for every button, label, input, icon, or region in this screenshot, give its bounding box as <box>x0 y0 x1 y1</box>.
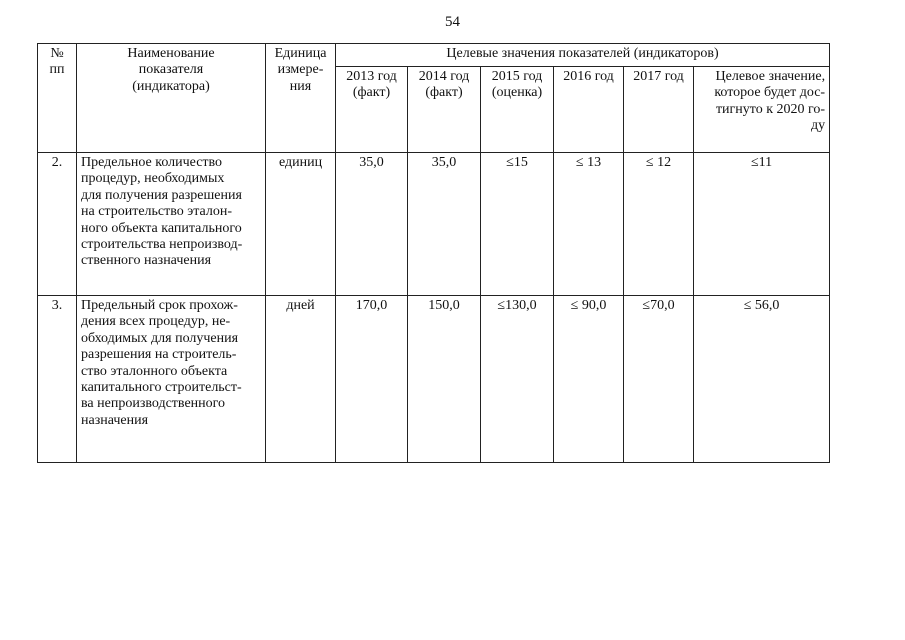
header-year-2016: 2016 год <box>554 67 624 153</box>
value-2013: 35,0 <box>336 153 408 296</box>
header-unit: Единица измере- ния <box>266 44 336 153</box>
value-2014: 35,0 <box>408 153 481 296</box>
header-year-2015: 2015 год (оценка) <box>481 67 554 153</box>
header-year-2013: 2013 год (факт) <box>336 67 408 153</box>
header-row-1 <box>38 44 830 67</box>
header-target-2020: Целевое значение, которое будет дос- тигнуто к 2020 го- ду <box>694 67 830 153</box>
value-2013: 170,0 <box>336 296 408 463</box>
indicator-name: Предельный срок прохож- дения всех процедур, не- обходимых для получения разрешения на строитель- ство эталонного объекта капитального строительст- ва непроизводственного назначения <box>77 296 266 463</box>
row-number: 2. <box>38 153 77 296</box>
header-year-2017: 2017 год <box>624 67 694 153</box>
value-2017: ≤ 12 <box>624 153 694 296</box>
unit-cell: единиц <box>266 153 336 296</box>
row-number: 3. <box>38 296 77 463</box>
indicator-name: Предельное количество процедур, необходимых для получения разрешения на строительство эталон- ного объекта капитального строительства непроизвод- ственного назначения <box>77 153 266 296</box>
value-target-2020: ≤ 56,0 <box>694 296 830 463</box>
header-name: Наименование показателя (индикатора) <box>77 44 266 153</box>
value-target-2020: ≤11 <box>694 153 830 296</box>
header-year-2014: 2014 год (факт) <box>408 67 481 153</box>
unit-cell: дней <box>266 296 336 463</box>
table-row <box>38 296 830 463</box>
value-2016: ≤ 13 <box>554 153 624 296</box>
value-2017: ≤70,0 <box>624 296 694 463</box>
header-num: № пп <box>38 44 77 153</box>
value-2016: ≤ 90,0 <box>554 296 624 463</box>
indicators-table <box>37 43 830 463</box>
value-2015: ≤130,0 <box>481 296 554 463</box>
value-2014: 150,0 <box>408 296 481 463</box>
header-target-values: Целевые значения показателей (индикаторов) <box>336 44 830 67</box>
page-number: 54 <box>445 14 460 30</box>
value-2015: ≤15 <box>481 153 554 296</box>
table-row <box>38 153 830 296</box>
